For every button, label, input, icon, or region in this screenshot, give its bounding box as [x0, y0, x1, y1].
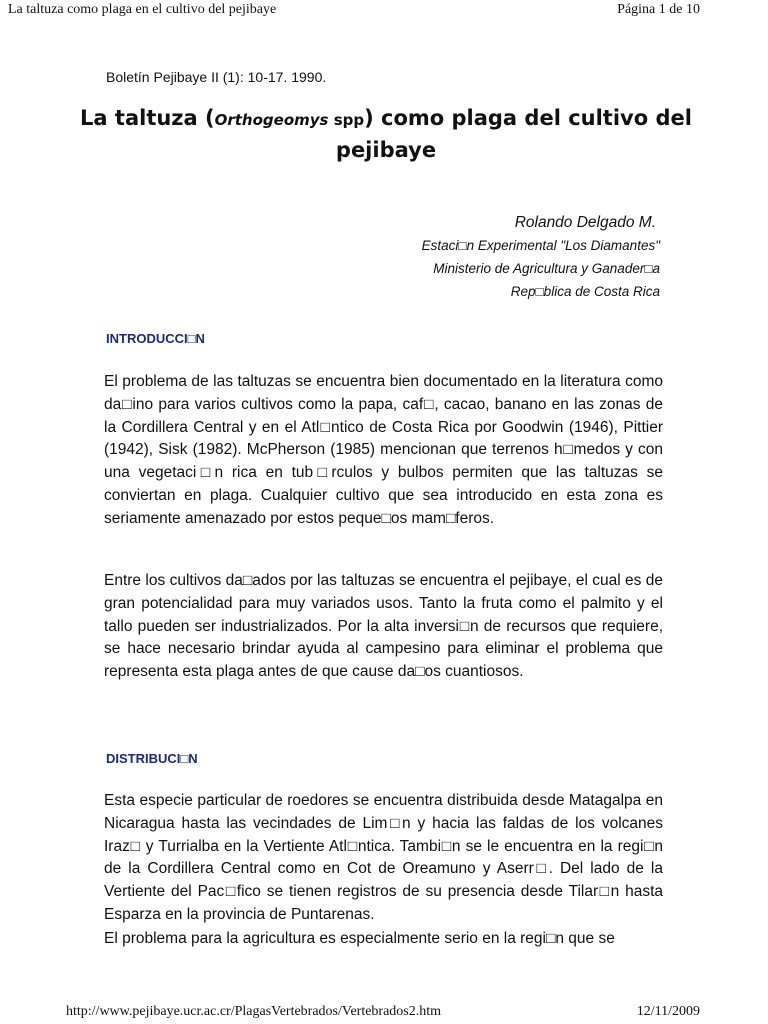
title-prefix: La taltuza ( [80, 106, 215, 130]
author-affiliation: Rep□blica de Costa Rica [510, 284, 660, 299]
paragraph: El problema para la agricultura es especialmente serio en la regi□n que se [104, 930, 615, 947]
section-heading-introduccion: INTRODUCCI□N [106, 331, 205, 346]
title-suffix: ) como plaga del cultivo del pejibaye [335, 106, 692, 162]
paragraph: El problema de las taltuzas se encuentra bien documentado en la literatura como da□ino para varios cultivos como la papa, caf□, cacao, banano en las zonas de la Cordillera Central y en el Atl□ntico de Costa Rica por Goodwin (1946), Pittier (1942), Sisk (1982). McPherson (1985) mencionan que terrenos h□medos y con una vegetaci□n rica en tub□rculos y bulbos permiten que las taltuzas se conviertan en plaga. Cualquier cultivo que sea introducido en esta zona es seriamente amenazado por estos peque□os mam□feros. [104, 373, 663, 527]
author-affiliation: Ministerio de Agricultura y Ganader□a [433, 261, 660, 276]
document-title [60, 103, 712, 165]
citation: Boletín Pejibaye II (1): 10-17. 1990. [106, 69, 327, 85]
author-name: Rolando Delgado M. [514, 214, 656, 231]
title-spp: spp [328, 111, 365, 129]
title-genus: Orthogeomys [214, 111, 329, 129]
author-affiliation: Estaci□n Experimental "Los Diamantes" [421, 238, 660, 253]
footer-url[interactable]: http://www.pejibaye.ucr.ac.cr/PlagasVertebrados/Vertebrados2.htm [66, 1004, 442, 1019]
page-header-title: La taltuza como plaga en el cultivo del pejibaye [8, 2, 277, 17]
page-number: Página 1 de 10 [617, 2, 700, 17]
paragraph: Entre los cultivos da□ados por las taltuzas se encuentra el pejibaye, el cual es de gran potencialidad para muy variados usos. Tanto la fruta como el palmito y el tallo pueden ser industrializados. Por la alta inversi□n de recursos que requiere, se hace necesario brindar ayuda al campesino para eliminar el problema que representa esta plaga antes de que cause da□os cuantiosos. [104, 572, 663, 681]
footer-date: 12/11/2009 [636, 1004, 700, 1019]
paragraph: Esta especie particular de roedores se encuentra distribuida desde Matagalpa en Nicaragua hasta las vecindades de Lim□n y hacia las faldas de los volcanes Iraz□ y Turrialba en la Vertiente Atl□ntica. Tambi□n se le encuentra en la regi□n de la Cordillera Central como en Cot de Oreamuno y Aserr□. Del lado de la Vertiente del Pac□fico se tienen registros de su presencia desde Tilar□n hasta Esparza en la provincia de Puntarenas. [104, 792, 663, 923]
section-heading-distribucion: DISTRIBUCI□N [106, 751, 198, 766]
